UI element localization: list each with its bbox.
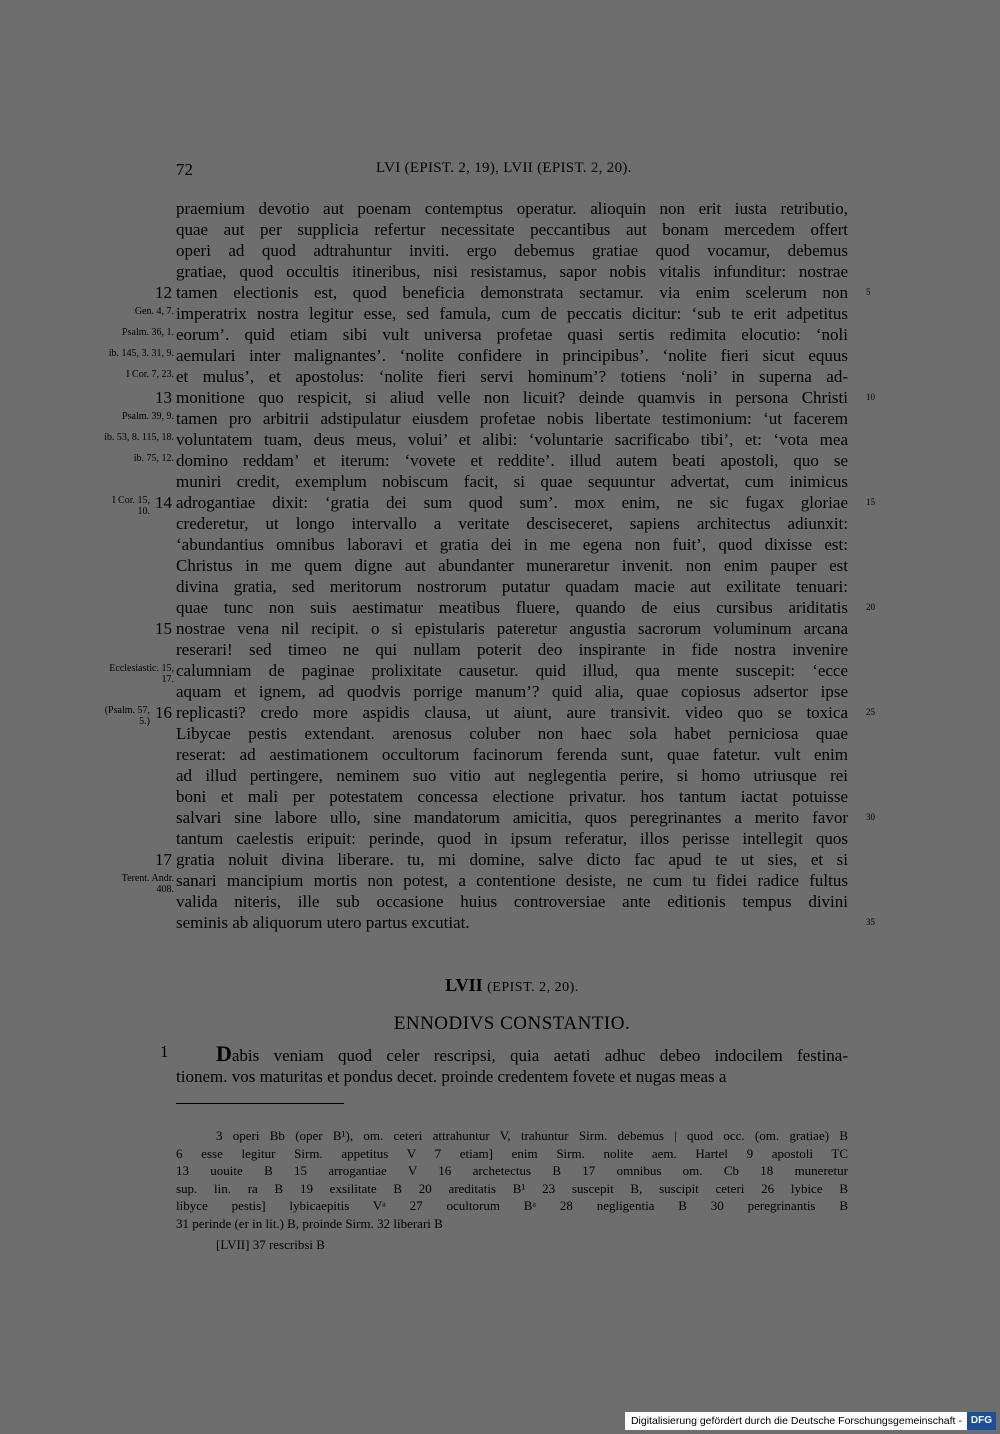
text-line: Christus in me quem digne aut abundanter muneraretur invenit. non enim pauper est [176,556,848,575]
margin-reference: ib. 75, 12. [133,453,174,464]
text-line: domino reddam’ et iterum: ‘vovete et reddite’. illud autem beati apostoli, quo se [176,451,848,470]
text-line: sanari mancipium mortis non potest, a contentione desiste, ne cum tu fidei radice fultus [176,871,848,890]
line-number: 35 [866,917,875,927]
margin-reference: Psalm. 39, 9. [122,411,174,422]
margin-reference: Ecclesiastic. 15, 17. [109,663,174,685]
dfg-logo: DFG [967,1412,996,1430]
text-line: reserari! sed timeo ne qui nullam poterit deo inspirante in fide nostra invenire [176,640,848,659]
text-line: operi ad quod adtrahuntur inviti. ergo debemus gratiae quod vocamur, debemus [176,241,848,260]
margin-reference: I Cor. 15, 10. [112,495,150,517]
text-line: replicasti? credo more aspidis clausa, ut aiunt, aure transivit. video quo se toxica [176,703,848,722]
page-number: 72 [176,160,193,179]
text-line: aquam et ignem, ad quodvis porrige manum’? quid alia, quae copiosus adsertor ipse [176,682,848,701]
margin-reference: ib. 53, 8. 115, 18. [104,432,174,443]
text-line: tamen pro arbitrii adstipulatur eiusdem profetae nobis libertate testimonium: ‘ut facerem [176,409,848,428]
text-line: ‘abundantius omnibus laboravi et gratia dei in me egena non fuit’, quod dixisse est: [176,535,848,554]
letter-line-2: tionem. vos maturitas et pondus decet. proinde credentem fovete et nugas meas a [176,1067,727,1086]
digitization-credit [625,1412,996,1430]
apparatus-line: 6 esse legitur Sirm. appetitus V 7 etiam] enim Sirm. nolite aem. Hartel 9 apostoli TC [176,1145,848,1161]
margin-reference: Gen. 4, 7. [134,306,174,317]
text-line: aemulari inter malignantes’. ‘nolite confidere in principibus’. ‘nolite fieri sicut equus [176,346,848,365]
text-line: tantum caelestis eripuit: perinde, quod in ipsum referatur, illos perisse intellegit quos [176,829,848,848]
apparatus-line: sup. lin. ra B 19 exsilitate B 20 areditatis B¹ 23 suscepit B, suscipit ceteri 26 lybice B [176,1180,848,1196]
paragraph-number: 14 [155,493,172,512]
line-number: 20 [866,602,875,612]
margin-reference: I Cor. 7, 23. [126,369,174,380]
line-number: 5 [866,287,871,297]
text-line: voluntatem tuam, deus meus, volui’ et alibi: ‘voluntarie sacrificabo tibi’, et: ‘vota mea [176,430,848,449]
paragraph-number: 17 [155,850,172,869]
paragraph-number: 12 [155,283,172,302]
margin-reference: Terent. Andr. 408. [121,873,174,895]
margin-reference: ib. 145, 3. 31, 9. [108,348,174,359]
text-line: quae tunc non suis aestimatur meatibus fluere, quando de eius cursibus ariditatis [176,598,848,617]
text-line: seminis ab aliquorum utero partus excutiat. [176,913,470,932]
paragraph-number: 1 [160,1042,169,1061]
drop-capital: D [216,1041,232,1066]
line-number: 15 [866,497,875,507]
paragraph-number: 16 [155,703,172,722]
critical-apparatus [176,1127,848,1254]
text-line: adrogantiae dixit: ‘gratia dei sum quod sum’. mox enim, ne sic fugax gloriae [176,493,848,512]
paragraph-number: 13 [155,388,172,407]
apparatus-line: 3 operi Bb (oper B¹), om. ceteri attrahuntur V, trahuntur Sirm. debemus | quod occ. (om. gratiae) B [216,1128,848,1143]
footnote-rule [176,1103,344,1104]
section-number: LVII [445,975,483,995]
apparatus-line: libyce pestis] lybicaepitis Vᵃ 27 ocultorum Bᵃ 28 negligentia B 30 peregrinantis B [176,1198,848,1213]
text-line: calumniam de paginae prolixitate causetur. quid illud, qua mente suscepit: ‘ecce [176,661,848,680]
paragraph-number: 15 [155,619,172,638]
text-line: eorum’. quid etiam sibi vult universa profetae quasi sertis redimita elocutio: ‘noli [176,325,848,344]
text-line: quae aut per supplicia refertur necessitate peccantibus aut bonam mercedem offert [176,220,848,239]
text-line: crederetur, ut longo intervallo a veritate desciseceret, sapiens architectus adiunxit: [176,514,848,533]
text-line: salvari sine labore ullo, sine mandatorum amicitia, quos peregrinantes a merito favor [176,808,848,827]
text-line: ad illud pertingere, neminem suo vitio aut neglegentia perire, si homo utriusque rei [176,766,848,785]
line-number: 30 [866,812,875,822]
text-line: monitione quo respicit, si aliud velle non licuit? deinde quamvis in persona Christi [176,388,848,407]
line-number: 25 [866,707,875,717]
apparatus-lvii: [LVII] 37 rescribsi B [216,1237,325,1252]
text-line: boni et mali per potestatem concessa electione privatur. hos tantum iactat potuisse [176,787,848,806]
text-line: valida niteris, ille sub occasione huius controversiae ante editionis tempus divini [176,892,848,911]
apparatus-line: 13 uouite B 15 arrogantiae V 16 archetectus B 17 omnibus om. Cb 18 muneretur [176,1163,848,1178]
running-head [176,160,848,184]
text-line: gratia noluit divina liberare. tu, mi domine, salve dicto fac apud te ut sies, et si [176,850,848,869]
line-number: 10 [866,392,875,402]
letter-line-1: Dabis veniam quod celer rescripsi, quia aetati adhuc debeo indocilem festina- [216,1041,848,1066]
text-line: muniri credit, exemplum nobiscum facit, si quae sequuntur advertat, cum inimicus [176,472,848,491]
text-line: et mulus’, et apostolus: ‘nolite fieri servi hominum’? totiens ‘noli’ in superna ad- [176,367,848,386]
section-subtitle: (EPIST. 2, 20). [487,980,579,995]
text-line: tamen electionis est, quod beneficia demonstrata sectamur. via enim scelerum non [176,283,848,302]
credit-text: Digitalisierung gefördert durch die Deutsche Forschungsgemeinschaft - [630,1415,962,1427]
letter-title: ENNODIVS CONSTANTIO. [393,1013,631,1034]
margin-reference: Psalm. 36, 1. [122,327,174,338]
running-title: LVI (EPIST. 2, 19), LVII (EPIST. 2, 20). [376,160,632,176]
text-line: reserat: ad aestimationem occultorum facinorum ferenda sunt, quae fatetur. vult enim [176,745,848,764]
text-line: praemium devotio aut poenam contemptus operatur. alioquin non erit iusta retributio, [176,199,848,218]
section-number-heading [176,975,848,996]
text-line: divina gratia, sed meritorum nostrorum putatur quadam macie aut exilitate tenuari: [176,577,848,596]
apparatus-line: 31 perinde (er in lit.) B, proinde Sirm. 32 liberari B [176,1215,443,1231]
text-line: nostrae vena nil recipit. o si epistularis pateretur angustia sacrorum voluminum arcana [176,619,848,638]
text-line: imperatrix nostra legitur esse, sed famula, cum de peccatis dicitur: ‘sub te erit adpetitus [176,304,848,323]
text-line: gratiae, quod occultis itineribus, nisi resistamus, sapor nobis vitalis infunditur: nostrae [176,262,848,281]
text-line: Libycae pestis extendant. arenosus coluber non haec sola habet perniciosa quae [176,724,848,743]
margin-reference: (Psalm. 57, 5.) [104,705,150,727]
